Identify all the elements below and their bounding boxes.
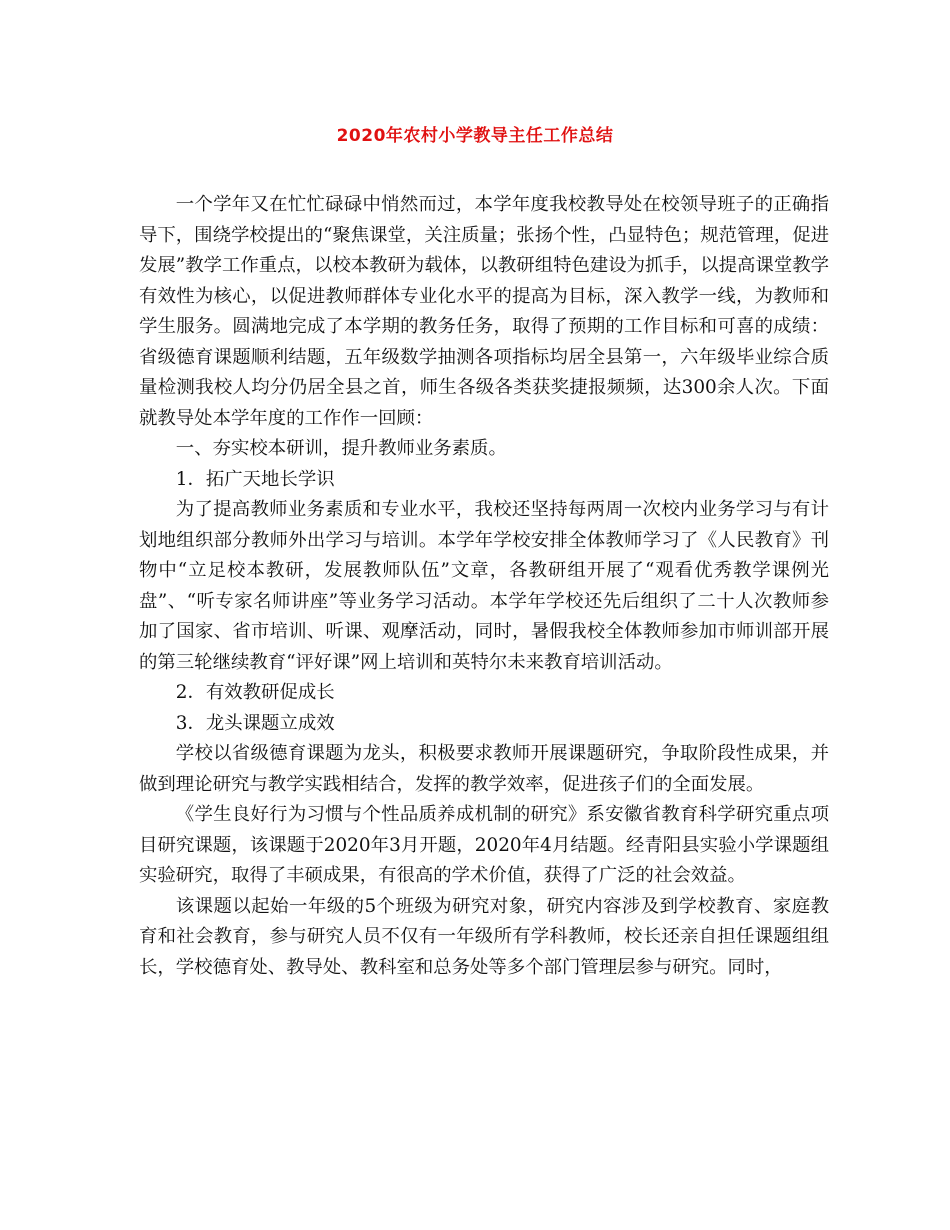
subheading-1: 1．拓广天地长学识 [175, 468, 335, 490]
document-title: 2020年农村小学教导主任工作总结 [336, 126, 614, 146]
paragraph-project: 《学生良好行为习惯与个性品质养成机制的研究》系安徽省教育科学研究重点项目研究课题，该课题于2020年3月开题，2020年4月结题。经青阳县实验小学课题组实验研究，取得了丰硕成果，有很高的学术价值，获得了广泛的社会效益。 [139, 804, 829, 886]
paragraph-research: 学校以省级德育课题为龙头，积极要求教师开展课题研究，争取阶段性成果，并做到理论研究与教学实践相结合，发挥的教学效率，促进孩子们的全面发展。 [139, 743, 829, 795]
section-heading-1: 一、夯实校本研训，提升教师业务素质。 [175, 438, 507, 459]
paragraph-training: 为了提高教师业务素质和专业水平，我校还坚持每两周一次校内业务学习与有计划地组织部分教师外出学习与培训。本学年学校安排全体教师学习了《人民教育》刊物中“立足校本教研，发展教师队伍”文章，各教研组开展了“观看优秀教学课例光盘”、“听专家名师讲座”等业务学习活动。本学年学校还先后组织了二十人次教师参加了国家、省市培训、听课、观摩活动，同时，暑假我校全体教师参加市师训部开展的第三轮继续教育“评好课”网上培训和英特尔未来教育培训活动。 [139, 499, 829, 673]
subheading-2: 2．有效教研促成长 [175, 682, 335, 703]
document-body [139, 190, 829, 983]
subheading-3: 3．龙头课题立成效 [175, 712, 335, 734]
paragraph-intro: 一个学年又在忙忙碌碌中悄然而过，本学年度我校教导处在校领导班子的正确指导下，围绕学校提出的“聚焦课堂，关注质量；张扬个性，凸显特色；规范管理，促进发展”教学工作重点，以校本教研为载体，以教研组特色建设为抓手，以提高课堂教学有效性为核心，以促进教师群体专业化水平的提高为目标，深入教学一线，为教师和学生服务。圆满地完成了本学期的教务任务，取得了预期的工作目标和可喜的成绩：省级德育课题顺利结题，五年级数学抽测各项指标均居全县第一，六年级毕业综合质量检测我校人均分仍居全县之首，师生各级各类获奖捷报频频，达300余人次。下面就教导处本学年度的工作作一回顾： [139, 194, 829, 429]
paragraph-subjects: 该课题以起始一年级的5个班级为研究对象，研究内容涉及到学校教育、家庭教育和社会教育，参与研究人员不仅有一年级所有学科教师，校长还亲自担任课题组组长，学校德育处、教导处、教科室和总务处等多个部门管理层参与研究。同时， [139, 895, 829, 978]
